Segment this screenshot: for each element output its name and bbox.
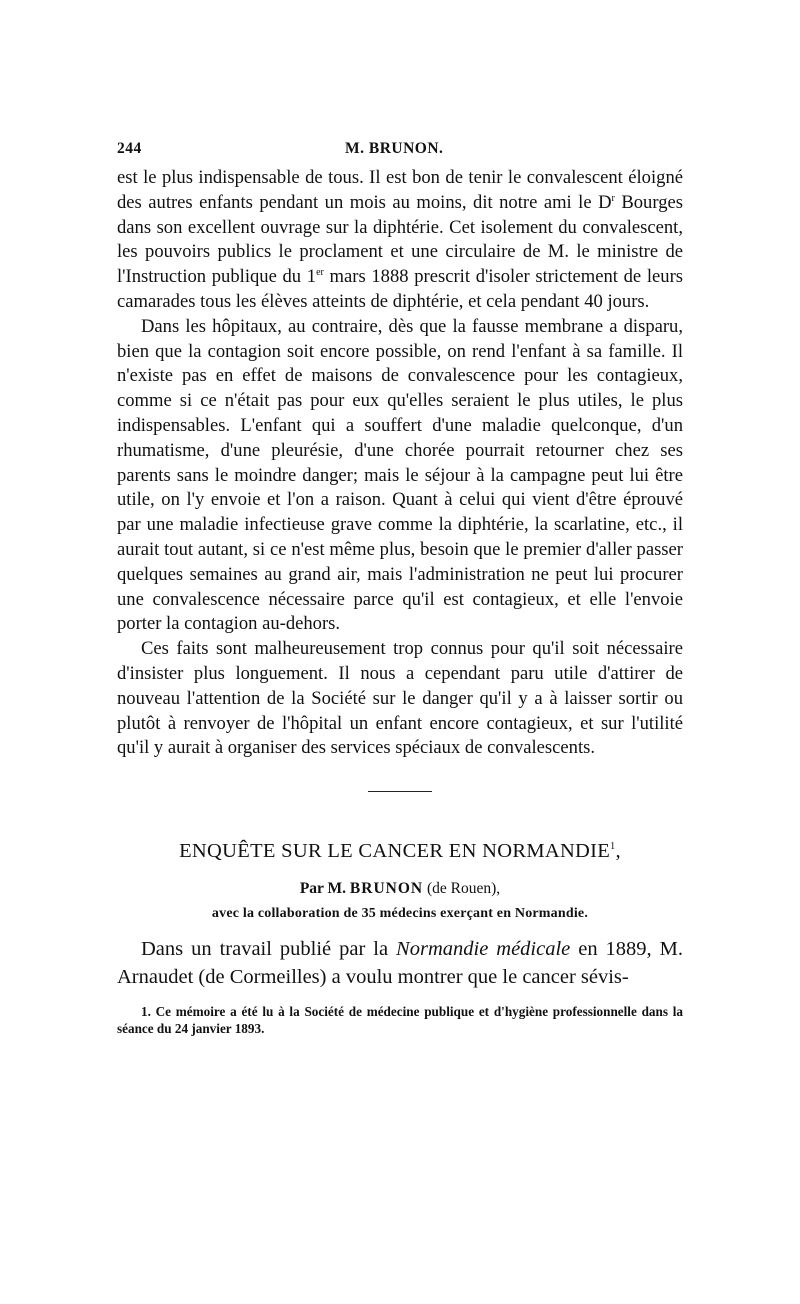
paragraph-3: Ces faits sont malheureusement trop connus pour qu'il soit nécessaire d'insister plus longuement. Il nous a cependant paru utile d'attirer de nouveau l'attention de la Société sur le danger qu'il y a à laisser sortir ou plutôt à renvoyer de l'hôpital un enfant encore contagieux, et sur l'utilité qu'il y aurait à organiser des services spéciaux de convalescents. — [117, 638, 683, 759]
journal-title: Normandie médicale — [396, 938, 571, 961]
lead-paragraph — [117, 935, 683, 991]
article-byline — [117, 880, 683, 898]
lead-text-b: en 1889, M. Arnaudet (de Cormeilles) a voulu montrer que le cancer sévis- — [117, 938, 684, 989]
section-divider — [368, 791, 432, 792]
paragraph-1-text-a: est le plus indispensable de tous. Il est bon de tenir le convalescent éloigné des autres enfants pendant un mois au moins, dit notre ami le D — [117, 167, 683, 213]
byline-prefix: Par M. — [299, 880, 350, 898]
running-head: M. BRUNON. — [345, 140, 444, 157]
paragraph-1-text-c: mars 1888 prescrit d'isoler strictement de leurs camarades tous les élèves atteints de diphtérie, et cela pendant 40 jours. — [117, 266, 683, 312]
body-text — [117, 166, 683, 761]
footnote-mark: 1 — [610, 841, 616, 853]
paragraph-1 — [117, 166, 683, 315]
lead-text-a: Dans un travail publié par la — [141, 938, 397, 961]
page-number: 244 — [117, 140, 142, 157]
article-lead — [117, 935, 683, 991]
superscript-r: r — [611, 192, 615, 204]
footnote: 1. Ce mémoire a été lu à la Société de médecine publique et d'hygiène professionnelle dans la séance du 24 janvier 1893. — [117, 1004, 683, 1037]
paragraph-1-text-b: Bourges dans son excellent ouvrage sur la diphtérie. Cet isolement du convalescent, les pouvoirs publics le proclament et une circulaire de M. le ministre de l'Instruction publique du 1 — [117, 191, 683, 288]
article-title-text: ENQUÊTE SUR LE CANCER EN NORMANDIE — [179, 840, 611, 863]
article-title: ENQUÊTE SUR LE CANCER EN NORMANDIE$^1$, — [179, 840, 621, 863]
document-page — [117, 140, 683, 1037]
collaboration-line: avec la collaboration de 35 médecins exerçant en Normandie. — [211, 906, 589, 922]
paragraph-2: Dans les hôpitaux, au contraire, dès que la fausse membrane a disparu, bien que la contagion soit encore possible, on rend l'enfant à sa famille. Il n'existe pas en effet de maisons de convalescence pour les contagieux, comme si ce n'était pas pour eux qu'elles seraient le plus utiles, le plus indispensables. L'enfant qui a souffert d'une maladie quelconque, d'un rhumatisme, d'une pleurésie, d'une chorée pourrait retourner chez ses parents sans le moindre danger; mais le séjour à la campagne peut lui être utile, on l'y envoie et l'on a raison. Quant à celui qui vient d'être éprouvé par une maladie infectieuse grave comme la diphtérie, la scarlatine, etc., il aurait tout autant, si ce n'est même plus, besoin que le premier d'aller passer quelques semaines au grand air, mais l'administration ne peut lui procurer une convalescence nécessaire parce qu'il est contagieux, et elle l'envoie porter la contagion au-dehors. — [117, 315, 683, 635]
page-header — [117, 140, 683, 166]
author-place: (de Rouen), — [423, 880, 501, 898]
superscript-er: er — [316, 267, 324, 278]
author-name: BRUNON — [349, 880, 424, 898]
